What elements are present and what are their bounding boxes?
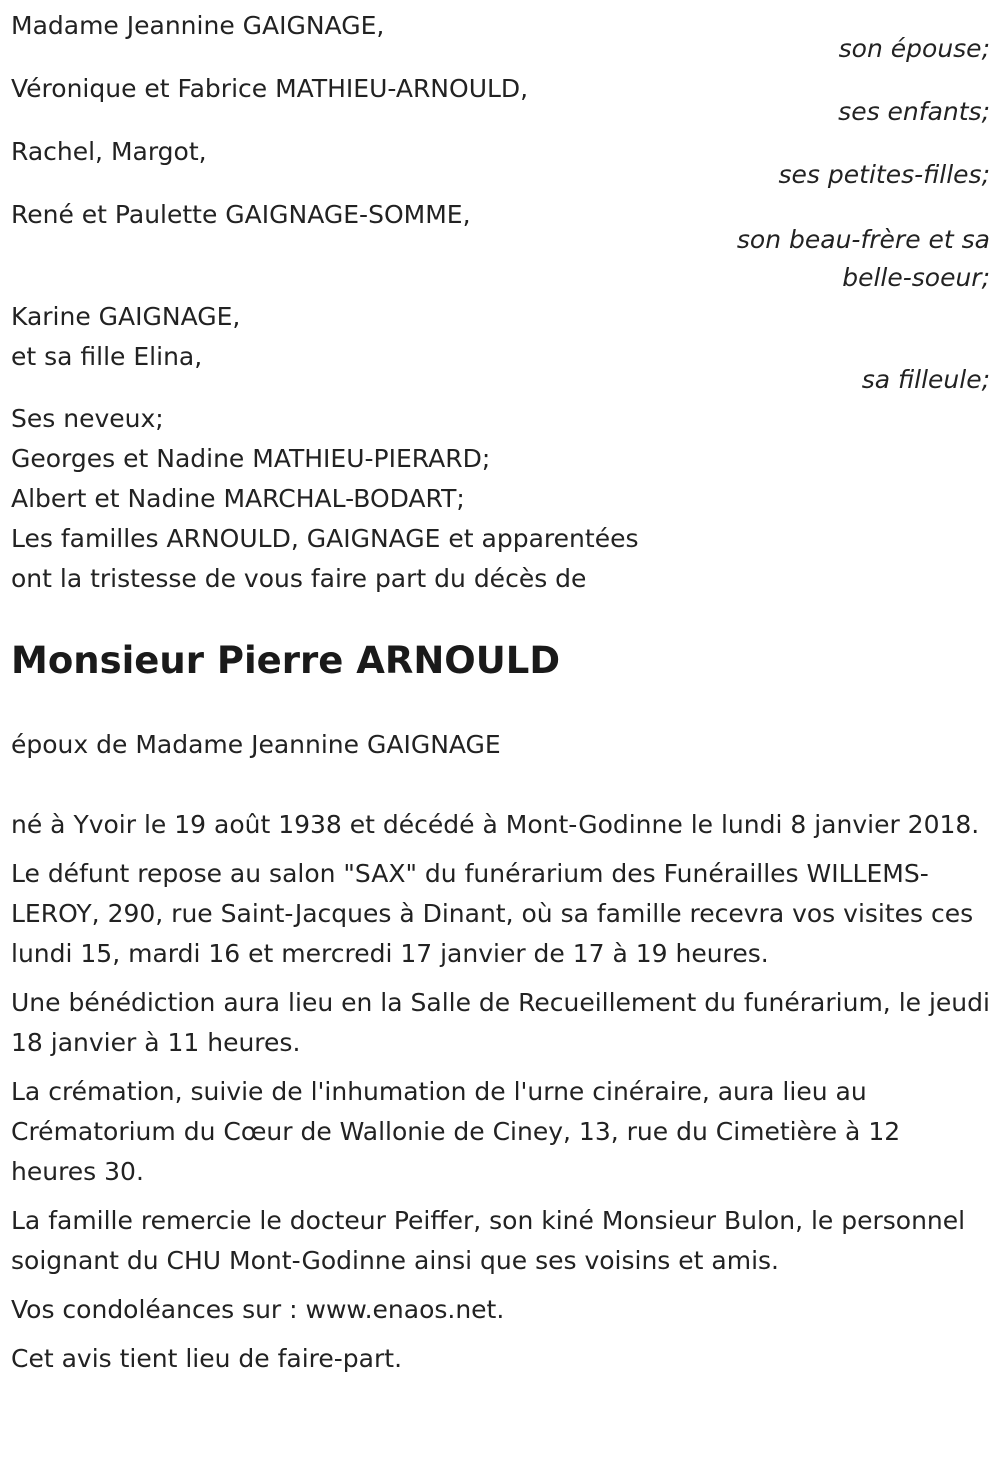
family-entry-goddaughter (11, 297, 990, 399)
family-names: Karine GAIGNAGE, (11, 302, 241, 331)
spouse-line: époux de Madame Jeannine GAIGNAGE (11, 730, 501, 759)
family-role: son épouse; (838, 34, 990, 63)
thanks-paragraph: La famille remercie le docteur Peiffer, son kiné Monsieur Bulon, le personnel soignant du CHU Mont-Godinne ainsi que ses voisins et amis. (11, 1206, 966, 1275)
relatives-line: Albert et Nadine MARCHAL-BODART; (11, 484, 465, 513)
family-role: son beau-frère et sa belle-soeur; (736, 225, 990, 292)
family-names-second-line: et sa fille Elina, (11, 342, 203, 371)
relatives-line: Les familles ARNOULD, GAIGNAGE et apparentées (11, 524, 639, 553)
death-notice (11, 6, 990, 1379)
family-names: Madame Jeannine GAIGNAGE, (11, 11, 385, 40)
relatives-line: Ses neveux; (11, 404, 164, 433)
family-entry-in-laws (11, 195, 990, 297)
family-role: sa filleule; (861, 365, 990, 394)
family-names: Rachel, Margot, (11, 137, 207, 166)
family-entry-children (11, 69, 990, 132)
cremation-paragraph: La crémation, suivie de l'inhumation de l'urne cinéraire, aura lieu au Crématorium du Cœur de Wallonie de Ciney, 13, rue du Cimetière à 12 heures 30. (11, 1077, 901, 1186)
family-names: René et Paulette GAIGNAGE-SOMME, (11, 200, 471, 229)
relatives-line: Georges et Nadine MATHIEU-PIERARD; (11, 444, 491, 473)
condolences-paragraph: Vos condoléances sur : www.enaos.net. (11, 1295, 505, 1324)
blessing-paragraph: Une bénédiction aura lieu en la Salle de Recueillement du funérarium, le jeudi 18 janvier à 11 heures. (11, 988, 990, 1057)
announcement-text: ont la tristesse de vous faire part du décès de (11, 564, 587, 593)
family-names: Véronique et Fabrice MATHIEU-ARNOULD, (11, 74, 529, 103)
visitation-paragraph: Le défunt repose au salon "SAX" du funérarium des Funérailles WILLEMS-LEROY, 290, rue Saint-Jacques à Dinant, où sa famille recevra vos visites ces lundi 15, mardi 16 et mercredi 17 janvier de 17 à 19 heures. (11, 859, 974, 968)
family-role: ses petites-filles; (778, 160, 990, 189)
birth-death-paragraph: né à Yvoir le 19 août 1938 et décédé à Mont-Godinne le lundi 8 janvier 2018. (11, 810, 980, 839)
deceased-name: Monsieur Pierre ARNOULD (11, 639, 561, 682)
notice-paragraph: Cet avis tient lieu de faire-part. (11, 1344, 403, 1373)
other-relatives (11, 399, 990, 553)
family-entry-granddaughters (11, 132, 990, 195)
family-role: ses enfants; (838, 97, 990, 126)
family-entry-spouse (11, 6, 990, 69)
